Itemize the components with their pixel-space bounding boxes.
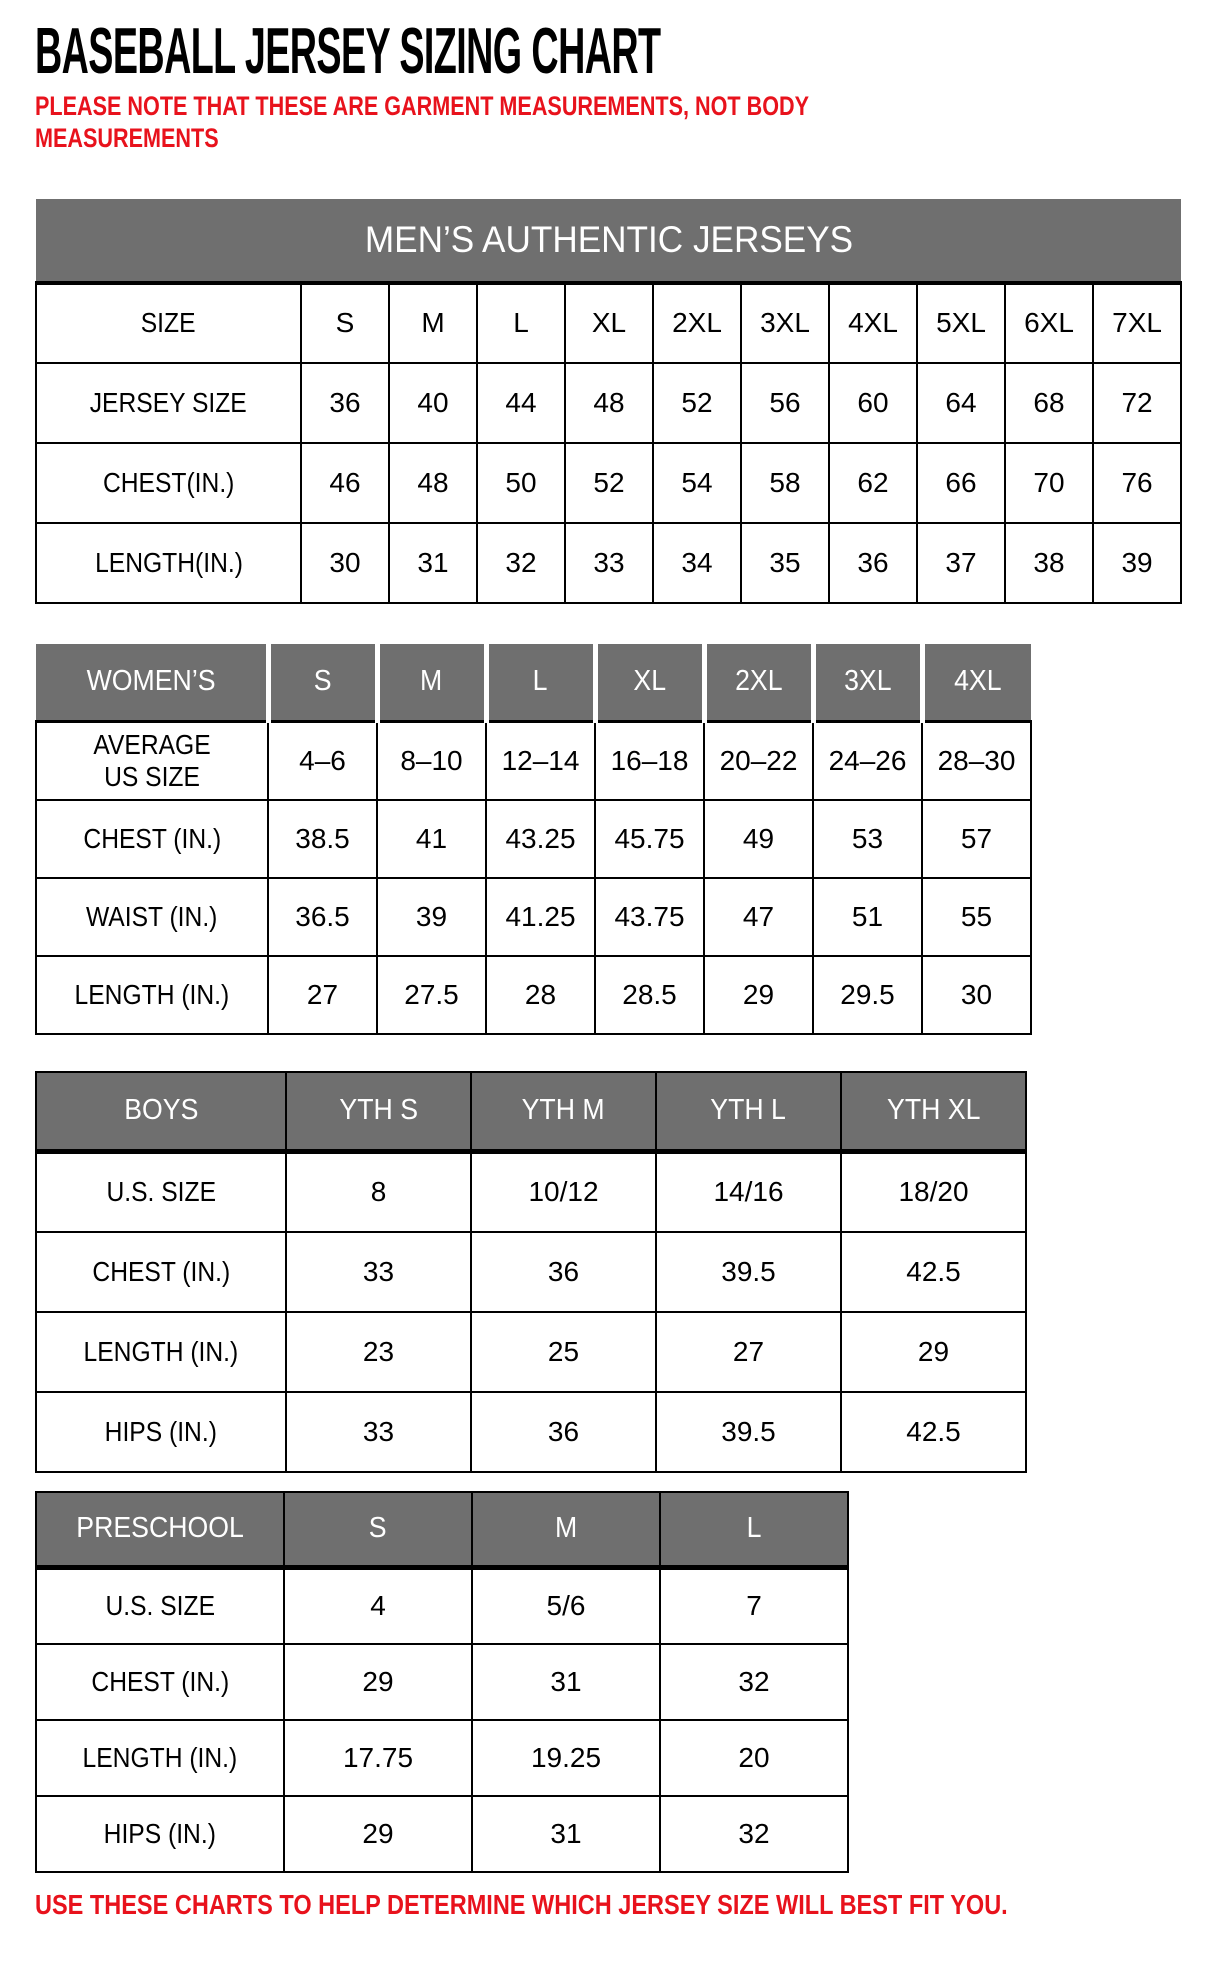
- value-cell: 35: [741, 523, 829, 603]
- value-cell: 31: [472, 1796, 660, 1872]
- row-label-cell: [36, 800, 268, 878]
- value-cell: 4: [284, 1568, 472, 1644]
- table-row: [36, 443, 1181, 523]
- value-cell: 8–10: [377, 722, 486, 800]
- value-cell: 33: [565, 523, 653, 603]
- value-cell: 31: [389, 523, 477, 603]
- value-cell: 39.5: [656, 1392, 841, 1472]
- value-cell: 37: [917, 523, 1005, 603]
- table-row: [36, 722, 1031, 800]
- table-row: [36, 956, 1031, 1034]
- value-cell: 32: [477, 523, 565, 603]
- table-row: [36, 1392, 1026, 1472]
- table-banner-row: [36, 199, 1181, 283]
- value-cell: 48: [565, 363, 653, 443]
- value-cell: 5XL: [917, 283, 1005, 363]
- row-label: LENGTH (IN.): [83, 1335, 239, 1367]
- corner-header-cell: [36, 1072, 286, 1152]
- header-text: 3XL: [843, 665, 892, 698]
- value-cell: 36.5: [268, 878, 377, 956]
- value-cell: 33: [286, 1392, 471, 1472]
- header-text: WOMEN’S: [86, 665, 216, 698]
- value-cell: 5/6: [472, 1568, 660, 1644]
- row-label-cell: [36, 1232, 286, 1312]
- value-cell: 48: [389, 443, 477, 523]
- value-cell: 54: [653, 443, 741, 523]
- value-cell: 36: [471, 1232, 656, 1312]
- row-label: LENGTH (IN.): [82, 1741, 238, 1773]
- value-cell: 34: [653, 523, 741, 603]
- table-row: [36, 1232, 1026, 1312]
- value-cell: 49: [704, 800, 813, 878]
- value-cell: 17.75: [284, 1720, 472, 1796]
- header-text: PRESCHOOL: [76, 1512, 244, 1545]
- value-cell: 29.5: [813, 956, 922, 1034]
- value-cell: 8: [286, 1152, 471, 1232]
- value-cell: M: [389, 283, 477, 363]
- column-header-cell: [471, 1072, 656, 1152]
- row-label: LENGTH (IN.): [74, 978, 230, 1010]
- header-text: S: [313, 665, 332, 698]
- value-cell: 36: [301, 363, 389, 443]
- row-label-cell: [36, 1644, 284, 1720]
- row-label: CHEST (IN.): [91, 1665, 229, 1697]
- value-cell: 29: [841, 1312, 1026, 1392]
- value-cell: L: [477, 283, 565, 363]
- table-row: [36, 1720, 848, 1796]
- footer-note: USE THESE CHARTS TO HELP DETERMINE WHICH JERSEY SIZE WILL BEST FIT YOU.: [35, 1888, 1008, 1920]
- row-label-cell: [36, 1568, 284, 1644]
- value-cell: 41.25: [486, 878, 595, 956]
- value-cell: 36: [829, 523, 917, 603]
- value-cell: 27.5: [377, 956, 486, 1034]
- header-text: L: [533, 665, 548, 698]
- column-header-cell: [813, 644, 922, 722]
- value-cell: 39.5: [656, 1232, 841, 1312]
- header-text: M: [420, 665, 443, 698]
- row-label: CHEST (IN.): [83, 822, 221, 854]
- value-cell: 31: [472, 1644, 660, 1720]
- column-header-cell: [284, 1492, 472, 1568]
- value-cell: 20: [660, 1720, 848, 1796]
- header-text: YTH XL: [886, 1094, 981, 1127]
- value-cell: 25: [471, 1312, 656, 1392]
- value-cell: 7: [660, 1568, 848, 1644]
- value-cell: S: [301, 283, 389, 363]
- note-line: MEASUREMENTS: [35, 122, 219, 153]
- row-label-cell: [36, 283, 301, 363]
- value-cell: 14/16: [656, 1152, 841, 1232]
- table-row: [36, 363, 1181, 443]
- column-header-cell: [472, 1492, 660, 1568]
- value-cell: 57: [922, 800, 1031, 878]
- value-cell: 18/20: [841, 1152, 1026, 1232]
- page-title: [35, 14, 1220, 87]
- row-label: AVERAGE US SIZE: [93, 728, 211, 792]
- garment-measurement-note: [35, 91, 1220, 155]
- value-cell: 29: [284, 1796, 472, 1872]
- table-header-row: [36, 1072, 1026, 1152]
- value-cell: 45.75: [595, 800, 704, 878]
- value-cell: 47: [704, 878, 813, 956]
- womens-sizing-table: [35, 644, 1032, 1035]
- value-cell: 24–26: [813, 722, 922, 800]
- row-label: HIPS (IN.): [104, 1415, 218, 1447]
- value-cell: 66: [917, 443, 1005, 523]
- value-cell: 29: [704, 956, 813, 1034]
- table-row: [36, 283, 1181, 363]
- value-cell: 32: [660, 1796, 848, 1872]
- value-cell: 41: [377, 800, 486, 878]
- boys-sizing-table: [35, 1071, 1027, 1473]
- column-header-cell: [656, 1072, 841, 1152]
- header-text: 2XL: [734, 665, 783, 698]
- value-cell: 42.5: [841, 1232, 1026, 1312]
- table-row: [36, 800, 1031, 878]
- value-cell: 27: [656, 1312, 841, 1392]
- column-header-cell: [268, 644, 377, 722]
- value-cell: 10/12: [471, 1152, 656, 1232]
- value-cell: 62: [829, 443, 917, 523]
- row-label: U.S. SIZE: [106, 1176, 216, 1208]
- value-cell: 38.5: [268, 800, 377, 878]
- value-cell: 44: [477, 363, 565, 443]
- row-label: CHEST (IN.): [92, 1255, 230, 1287]
- value-cell: 43.75: [595, 878, 704, 956]
- header-text: S: [369, 1512, 387, 1545]
- row-label-cell: [36, 1796, 284, 1872]
- row-label-cell: [36, 1312, 286, 1392]
- value-cell: 28: [486, 956, 595, 1034]
- value-cell: 19.25: [472, 1720, 660, 1796]
- row-label: U.S. SIZE: [105, 1590, 215, 1622]
- row-label: SIZE: [141, 307, 196, 339]
- mens-table-banner: [36, 199, 1181, 283]
- value-cell: XL: [565, 283, 653, 363]
- header-text: M: [554, 1512, 578, 1545]
- header-text: YTH M: [521, 1094, 606, 1127]
- value-cell: 72: [1093, 363, 1181, 443]
- value-cell: 38: [1005, 523, 1093, 603]
- value-cell: 7XL: [1093, 283, 1181, 363]
- banner-text: MEN’S AUTHENTIC JERSEYS: [364, 218, 853, 260]
- row-label: WAIST (IN.): [86, 900, 218, 932]
- value-cell: 51: [813, 878, 922, 956]
- column-header-cell: [377, 644, 486, 722]
- table-row: [36, 1312, 1026, 1392]
- value-cell: 36: [471, 1392, 656, 1472]
- table-header-row: [36, 1492, 848, 1568]
- value-cell: 52: [653, 363, 741, 443]
- value-cell: 33: [286, 1232, 471, 1312]
- value-cell: 55: [922, 878, 1031, 956]
- table-row: [36, 878, 1031, 956]
- value-cell: 12–14: [486, 722, 595, 800]
- value-cell: 70: [1005, 443, 1093, 523]
- row-label-cell: [36, 956, 268, 1034]
- value-cell: 50: [477, 443, 565, 523]
- table-row: [36, 1796, 848, 1872]
- value-cell: 60: [829, 363, 917, 443]
- column-header-cell: [595, 644, 704, 722]
- value-cell: 56: [741, 363, 829, 443]
- header-text: BOYS: [123, 1094, 199, 1127]
- value-cell: 39: [377, 878, 486, 956]
- value-cell: 76: [1093, 443, 1181, 523]
- value-cell: 2XL: [653, 283, 741, 363]
- preschool-sizing-table: [35, 1491, 849, 1873]
- table-row: [36, 1568, 848, 1644]
- corner-header-cell: [36, 644, 268, 722]
- row-label-cell: [36, 878, 268, 956]
- value-cell: 6XL: [1005, 283, 1093, 363]
- value-cell: 4XL: [829, 283, 917, 363]
- value-cell: 29: [284, 1644, 472, 1720]
- value-cell: 16–18: [595, 722, 704, 800]
- header-text: XL: [633, 665, 666, 698]
- row-label-cell: [36, 443, 301, 523]
- value-cell: 3XL: [741, 283, 829, 363]
- value-cell: 58: [741, 443, 829, 523]
- table-row: [36, 523, 1181, 603]
- header-text: 4XL: [954, 665, 1002, 698]
- value-cell: 43.25: [486, 800, 595, 878]
- note-line: PLEASE NOTE THAT THESE ARE GARMENT MEASUREMENTS, NOT BODY: [35, 91, 810, 121]
- value-cell: 28.5: [595, 956, 704, 1034]
- corner-header-cell: [36, 1492, 284, 1568]
- mens-sizing-table: [35, 199, 1182, 604]
- row-label-cell: [36, 1720, 284, 1796]
- value-cell: 52: [565, 443, 653, 523]
- value-cell: 27: [268, 956, 377, 1034]
- value-cell: 40: [389, 363, 477, 443]
- row-label-cell: [36, 363, 301, 443]
- column-header-cell: [486, 644, 595, 722]
- header-text: L: [746, 1512, 762, 1545]
- row-label: LENGTH(IN.): [94, 546, 243, 578]
- row-label-cell: [36, 523, 301, 603]
- value-cell: 28–30: [922, 722, 1031, 800]
- table-row: [36, 1152, 1026, 1232]
- header-text: YTH L: [710, 1094, 787, 1127]
- row-label-cell: [36, 722, 268, 800]
- value-cell: 46: [301, 443, 389, 523]
- row-label-cell: [36, 1392, 286, 1472]
- table-header-row: [36, 644, 1031, 722]
- row-label: JERSEY SIZE: [89, 386, 248, 418]
- value-cell: 30: [301, 523, 389, 603]
- value-cell: 23: [286, 1312, 471, 1392]
- value-cell: 4–6: [268, 722, 377, 800]
- value-cell: 64: [917, 363, 1005, 443]
- value-cell: 20–22: [704, 722, 813, 800]
- column-header-cell: [841, 1072, 1026, 1152]
- value-cell: 32: [660, 1644, 848, 1720]
- row-label-cell: [36, 1152, 286, 1232]
- value-cell: 39: [1093, 523, 1181, 603]
- table-row: [36, 1644, 848, 1720]
- value-cell: 53: [813, 800, 922, 878]
- row-label: HIPS (IN.): [103, 1817, 217, 1849]
- value-cell: 30: [922, 956, 1031, 1034]
- value-cell: 42.5: [841, 1392, 1026, 1472]
- column-header-cell: [286, 1072, 471, 1152]
- column-header-cell: [704, 644, 813, 722]
- row-label: CHEST(IN.): [102, 466, 235, 498]
- column-header-cell: [922, 644, 1031, 722]
- header-text: YTH S: [339, 1094, 418, 1127]
- page-title-text: BASEBALL JERSEY SIZING CHART: [35, 14, 661, 87]
- column-header-cell: [660, 1492, 848, 1568]
- value-cell: 68: [1005, 363, 1093, 443]
